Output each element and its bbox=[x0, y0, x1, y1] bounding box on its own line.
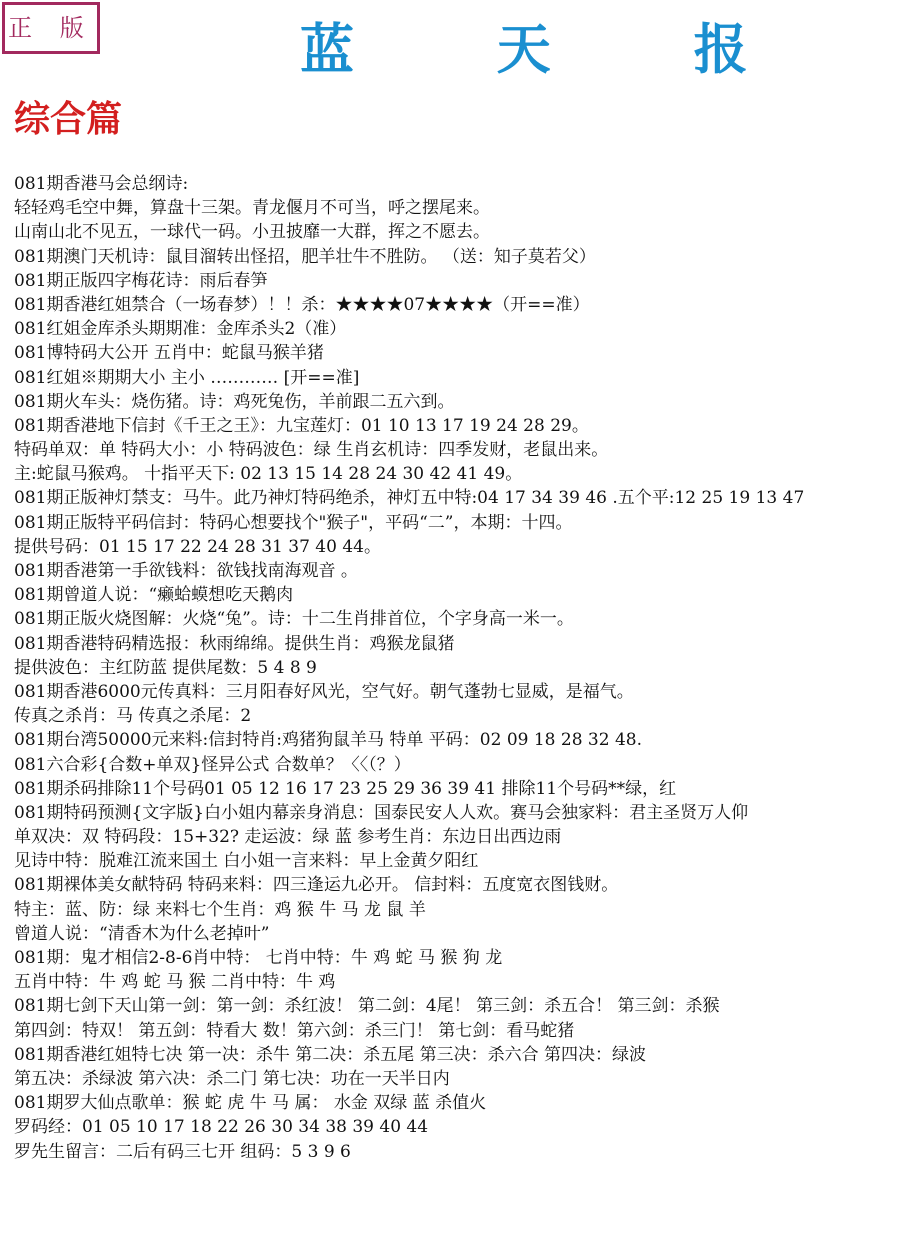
content-line: 第四剑：特双！ 第五剑：特看大 数！第六剑：杀三门！ 第七剑：看马蛇猪 bbox=[14, 1020, 575, 1041]
content-line: 单双决：双 特码段：15+32? 走运波：绿 蓝 参考生肖：东边日出西边雨 bbox=[14, 827, 562, 848]
content-line: 081期裸体美女献特码 特码来料：四三逢运九必开。 信封料：五度宽衣图钱财。 bbox=[14, 875, 619, 896]
content-line: 081期：鬼才相信2-8-6肖中特： 七肖中特：牛 鸡 蛇 马 猴 狗 龙 bbox=[14, 948, 503, 968]
content-line: 特码单双：单 特码大小：小 特码波色：绿 生肖玄机诗：四季发财，老鼠出来。 bbox=[14, 440, 609, 461]
content-line: 081期正版火烧图解：火烧“兔”。诗：十二生肖排首位，个字身高一米一。 bbox=[14, 609, 574, 630]
content-line: 081期特码预测{文字版}白小姐内幕亲身消息：国泰民安人人欢。赛马会独家料：君主圣贤万人仰 bbox=[14, 802, 749, 823]
section-heading: 综合篇 bbox=[14, 98, 123, 140]
content-line: 081六合彩{合数+单双}怪异公式 合数单？〈〈（？） bbox=[14, 754, 411, 775]
content-line: 081期正版神灯禁支：马牛。此乃神灯特码绝杀，神灯五中特:04 17 34 39 46 .五个平:12 25 19 13 47 bbox=[14, 488, 805, 509]
content-line: 见诗中特：脱难江流来国土 白小姐一言来料：早上金黄夕阳红 bbox=[14, 851, 479, 872]
content-line: 081红姐※期期大小 主小 ………… [开==准] bbox=[14, 367, 360, 388]
content-line: 传真之杀肖：马 传真之杀尾：2 bbox=[14, 706, 252, 727]
content-line: 主:蛇鼠马猴鸡。 十指平天下: 02 13 15 14 28 24 30 42 41 49。 bbox=[14, 464, 523, 485]
content-line: 曾道人说：“清香木为什么老掉叶” bbox=[14, 923, 270, 944]
content-line: 第五决：杀绿波 第六决：杀二门 第七决：功在一天半日内 bbox=[14, 1068, 450, 1089]
content-line: 081期正版四字梅花诗：雨后春笋 bbox=[14, 270, 268, 291]
content-line: 特主：蓝、防：绿 来料七个生肖：鸡 猴 牛 马 龙 鼠 羊 bbox=[14, 899, 426, 920]
content-line: 081博特码大公开 五肖中：蛇鼠马猴羊猪 bbox=[14, 343, 324, 364]
content-line: 提供波色：主红防蓝 提供尾数：5 4 8 9 bbox=[14, 657, 317, 678]
content-line: 081期火车头：烧伤猪。诗：鸡死兔伤，羊前跟二五六到。 bbox=[14, 391, 455, 412]
content-line: 罗码经：01 05 10 17 18 22 26 30 34 38 39 40 44 bbox=[14, 1117, 429, 1138]
content-line: 081期香港红姐特七决 第一决：杀牛 第二决：杀五尾 第三决：杀六合 第四决：绿波 bbox=[14, 1044, 647, 1065]
content-line: 轻轻鸡毛空中舞，算盘十三架。青龙偃月不可当，呼之摆尾来。 bbox=[14, 198, 490, 219]
content-line: 081期杀码排除11个号码01 05 12 16 17 23 25 29 36 39 41 排除11个号码**绿，红 bbox=[14, 778, 677, 799]
content-lines bbox=[14, 172, 900, 1164]
content-line: 081期七剑下天山第一剑：第一剑：杀红波！ 第二剑：4尾！ 第三剑：杀五合！ 第三剑：杀猴 bbox=[14, 996, 720, 1017]
content-line: 提供号码：01 15 17 22 24 28 31 37 40 44。 bbox=[14, 536, 381, 557]
content-line: 081期正版特平码信封：特码心想要找个"猴子"，平码“二”，本期：十四。 bbox=[14, 512, 573, 533]
content-line: 山南山北不见五，一球代一码。小丑披靡一大群，挥之不愿去。 bbox=[14, 222, 490, 243]
content-line: 081期台湾50000元来料:信封特肖:鸡猪狗鼠羊马 特单 平码：02 09 18 28 32 48. bbox=[14, 730, 643, 751]
content-line: 081红姐金库杀头期期准：金库杀头2（准） bbox=[14, 319, 347, 340]
content-line: 罗先生留言：二后有码三七开 组码：5 3 9 6 bbox=[14, 1141, 351, 1162]
content-line: 081期香港第一手欲钱料：欲钱找南海观音 。 bbox=[14, 561, 358, 581]
content-line: 081期香港地下信封《千王之王》：九宝莲灯：01 10 13 17 19 24 28 29。 bbox=[14, 415, 589, 436]
content-line: 081期香港特码精选报：秋雨绵绵。提供生肖：鸡猴龙鼠猪 bbox=[14, 633, 455, 654]
content-line: 081期香港红姐禁合（一场春梦）！！杀：★★★★07★★★★（开==准） bbox=[14, 294, 590, 315]
content-line: 081期香港6000元传真料：三月阳春好风光，空气好。朝气蓬勃七显威，是福气。 bbox=[14, 681, 634, 702]
content-line: 五肖中特：牛 鸡 蛇 马 猴 二肖中特：牛 鸡 bbox=[14, 972, 336, 993]
page-title: 蓝 天 报 bbox=[300, 17, 810, 81]
content-line: 081期曾道人说：“癞蛤蟆想吃天鹅肉 bbox=[14, 585, 294, 606]
content-line: 081期澳门天机诗：鼠目溜转出怪招，肥羊壮牛不胜防。 （送：知子莫若父） bbox=[14, 246, 596, 267]
content-line: 081期香港马会总纲诗: bbox=[14, 174, 189, 194]
edition-badge: 正 版 bbox=[2, 2, 100, 54]
content-line: 081期罗大仙点歌单：猴 蛇 虎 牛 马 属： 水金 双绿 蓝 杀值火 bbox=[14, 1093, 487, 1114]
